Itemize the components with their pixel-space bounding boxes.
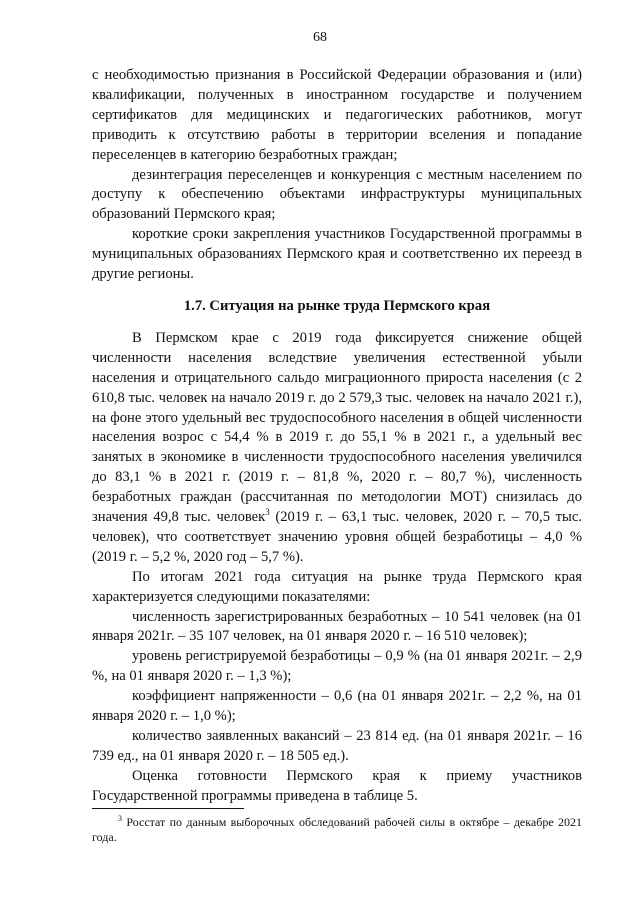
paragraph-readiness-assessment: Оценка готовности Пермского края к приему участников Государственной программы приведена в таблице 5. xyxy=(92,767,582,804)
footnote-marker: 3 xyxy=(118,814,122,823)
document-body xyxy=(92,66,582,807)
indicator-vacancies: количество заявленных вакансий – 23 814 ед. (на 01 января 2021г. – 16 739 ед., на 01 января 2020 г. – 18 505 ед.). xyxy=(92,728,582,764)
paragraph-population-trend xyxy=(92,329,582,568)
paragraph-population-trend-continuation: (2019 г. – 63,1 тыс. человек, 2020 г. – 70,5 тыс. человек), что соответствует значению уровня общей безработицы – 4,0 % (2019 г. – 5,2 %, 2020 год – 5,7 %). xyxy=(92,509,582,565)
paragraph-disintegration: дезинтеграция переселенцев и конкуренция с местным населением по доступу к обеспечению объектами инфраструктуры муниципальных образований Пермского края; xyxy=(92,166,582,223)
paragraph-2021-results: По итогам 2021 года ситуация на рынке труда Пермского края характеризуется следующими показателями: xyxy=(92,568,582,605)
footnote-divider xyxy=(92,808,244,809)
page-number: 68 xyxy=(313,30,327,45)
paragraph-education-recognition: с необходимостью признания в Российской Федерации образования и (или) квалификации, полученных в иностранном государстве и получением сертификатов для медицинских и педагогических работников, могут приводить к отсутствию работы в территории вселения и попадание переселенцев в категорию безработных граждан; xyxy=(92,67,582,163)
indicator-registered-unemployed: численность зарегистрированных безработных – 10 541 человек (на 01 января 2021г. – 35 107 человек, на 01 января 2020 г. – 16 510 человек); xyxy=(92,608,582,645)
paragraph-population-trend-text: В Пермском крае с 2019 года фиксируется снижение общей численности населения вследствие увеличения естественной убыли населения и отрицательного сальдо миграционного прироста населения (с 2 610,8 тыс. человек на начало 2019 г. до 2 579,3 тыс. человек на начало 2021 г.), на фоне этого удельный вес трудоспособного населения в общей численности населения возрос с 54,4 % в 2019 г. до 55,1 % в 2021 г., а удельный вес занятых в экономике в численности трудоспособного населения увеличился до 83,1 % в 2021 г. (2019 г. – 81,8 %, 2020 г. – 80,7 %), численность безработных граждан (рассчитанная по методологии МОТ) снизилась до значения 49,8 тыс. человек xyxy=(92,329,582,526)
section-heading: 1.7. Ситуация на рынке труда Пермского края xyxy=(183,297,491,314)
indicator-tension-coefficient: коэффициент напряженности – 0,6 (на 01 января 2021г. – 2,2 %, на 01 января 2020 г. – 1,0 %); xyxy=(92,688,582,725)
footnote-text: Росстат по данным выборочных обследований рабочей силы в октябре – декабре 2021 года. xyxy=(92,815,582,844)
footnote-reference: 3 xyxy=(265,507,270,518)
indicator-unemployment-rate: уровень регистрируемой безработицы – 0,9 % (на 01 января 2021г. – 2,9 %, на 01 января 2020 г. – 1,3 %); xyxy=(92,648,582,685)
footnote xyxy=(92,815,582,845)
paragraph-short-terms: короткие сроки закрепления участников Государственной программы в муниципальных образованиях Пермского края и соответственно их переезд в другие регионы. xyxy=(92,226,582,283)
